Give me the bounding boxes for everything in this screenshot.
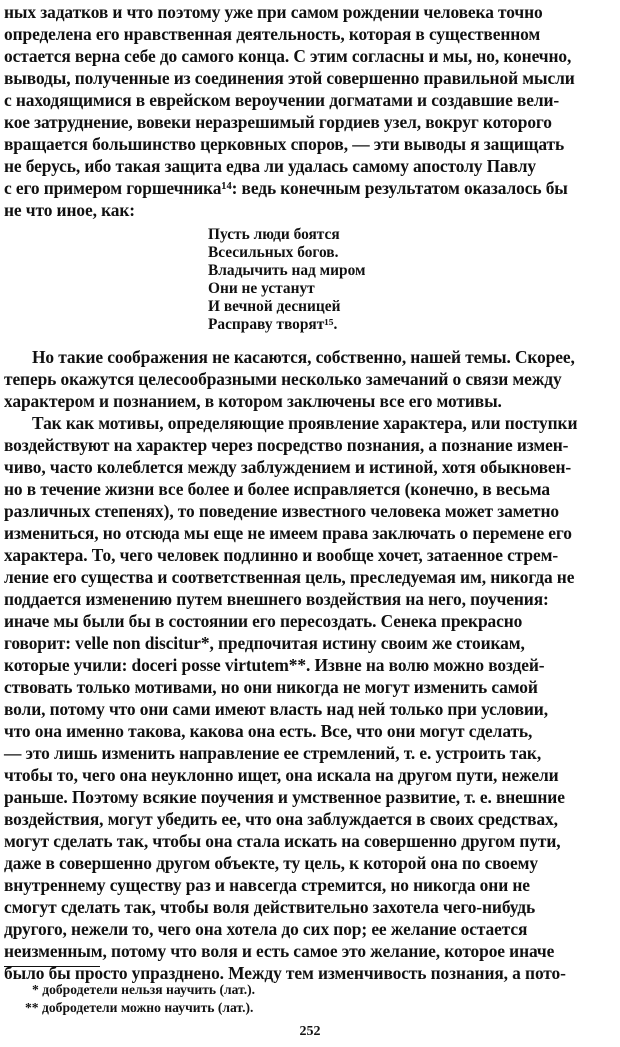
text-line: воздействуют на характер через посредство познания, а познание измен- [4,435,569,455]
text-line: кое затруднение, вовеки неразрешимый гордиев узел, вокруг которого [4,112,552,132]
footnote-divider [4,966,100,967]
text-line: теперь окажутся целесообразными несколько замечаний о связи между [4,369,562,389]
text-line: Но такие соображения не касаются, собственно, нашей темы. Скорее, [32,347,575,367]
text-line: неизменным, потому что воля и есть самое это желание, которое иначе [4,941,555,961]
text-line: воли, потому что они сами имеют власть над ней только при условии, [4,699,548,719]
text-line: Так как мотивы, определяющие проявление характера, или поступки [32,413,578,433]
text-line: поддается изменению путем внешнего воздействия на него, поучения: [4,589,549,609]
text-line: могут сделать так, чтобы она стала искать на совершенно другом пути, [4,831,561,851]
text-line: но в течение жизни все более и более исправляется (конечно, в весьма [4,479,550,499]
text-line: смогут сделать так, чтобы воля действительно захотела чего-нибудь [4,897,536,917]
text-line: даже в совершенно другом объекте, ту цель, к которой она по своему [4,853,538,873]
text-line: чтобы то, чего она неуклонно ищет, она искала на другом пути, нежели [4,765,559,785]
text-line: характера. То, чего человек подлинно и вообще хочет, затаенное стрем- [4,545,559,565]
text-line: с находящимися в еврейском вероучении догматами и создавшие вели- [4,90,560,110]
text-line: не что иное, как: [4,200,135,220]
poem-line: Они не устанут [208,280,315,297]
text-line: различных степенях), то поведение известного человека может заметно [4,501,559,521]
poem-line: Всесильных богов. [208,244,339,261]
text-line: не берусь, ибо такая защита едва ли удалась самому апостолу Павлу [4,156,536,176]
footnote-1: * добродетели нельзя научить (лат.). [32,982,256,997]
text-line: чиво, часто колеблется между заблуждением и истиной, хотя обыкновен- [4,457,572,477]
text-line: другого, нежели то, чего она хотела до сих пор; ее желание остается [4,919,528,939]
text-line: воздействия, могут убедить ее, что она заблуждается в своих средствах, [4,809,558,829]
text-line: иначе мы были бы в состоянии его пересоздать. Сенека прекрасно [4,611,523,631]
text-line: ление его существа и соответственная цель, преследуемая им, никогда не [4,567,575,587]
text-line: с его примером горшечника¹⁴: ведь конечным результатом оказалось бы [4,178,568,198]
poem-line: Расправу творят¹⁵. [208,316,338,333]
text-line: говорит: velle non discitur*, предпочитая истину своим же стоикам, [4,633,525,653]
text-line: было бы просто упразднено. Между тем изменчивость познания, а пото- [4,963,566,983]
text-line: остается верна себе до самого конца. С этим согласны и мы, но, конечно, [4,46,572,66]
text-line: ствовать только мотивами, но они никогда не могут изменить самой [4,677,538,697]
text-line: характером и познанием, в котором заключены все его мотивы. [4,391,502,411]
text-line: которые учили: doceri posse virtutem**. Извне на волю можно воздей- [4,655,545,675]
text-line: определена его нравственная деятельность, которая в существенном [4,24,541,44]
text-line: вращается большинство церковных споров, — эти выводы я защищать [4,134,565,154]
text-line: раньше. Поэтому всякие поучения и умственное развитие, т. е. внешние [4,787,565,807]
text-line: что она именно такова, какова она есть. Все, что они могут сделать, [4,721,533,741]
page-number: 252 [299,1024,321,1039]
footnote-2: ** добродетели можно научить (лат.). [25,1000,254,1015]
text-line: внутреннему существу раз и навсегда стремится, но никогда они не [4,875,530,895]
text-line: — это лишь изменить направление ее стремлений, т. е. устроить так, [4,743,542,763]
text-line: измениться, но отсюда мы еще не имеем права заключать о перемене его [4,523,572,543]
text-line: ных задатков и что поэтому уже при самом рождении человека точно [4,2,543,22]
text-line: выводы, полученные из соединения этой совершенно правильной мысли [4,68,575,88]
poem-line: И вечной десницей [208,298,341,315]
poem-line: Пусть люди боятся [208,226,340,243]
poem-line: Владычить над миром [208,262,366,279]
